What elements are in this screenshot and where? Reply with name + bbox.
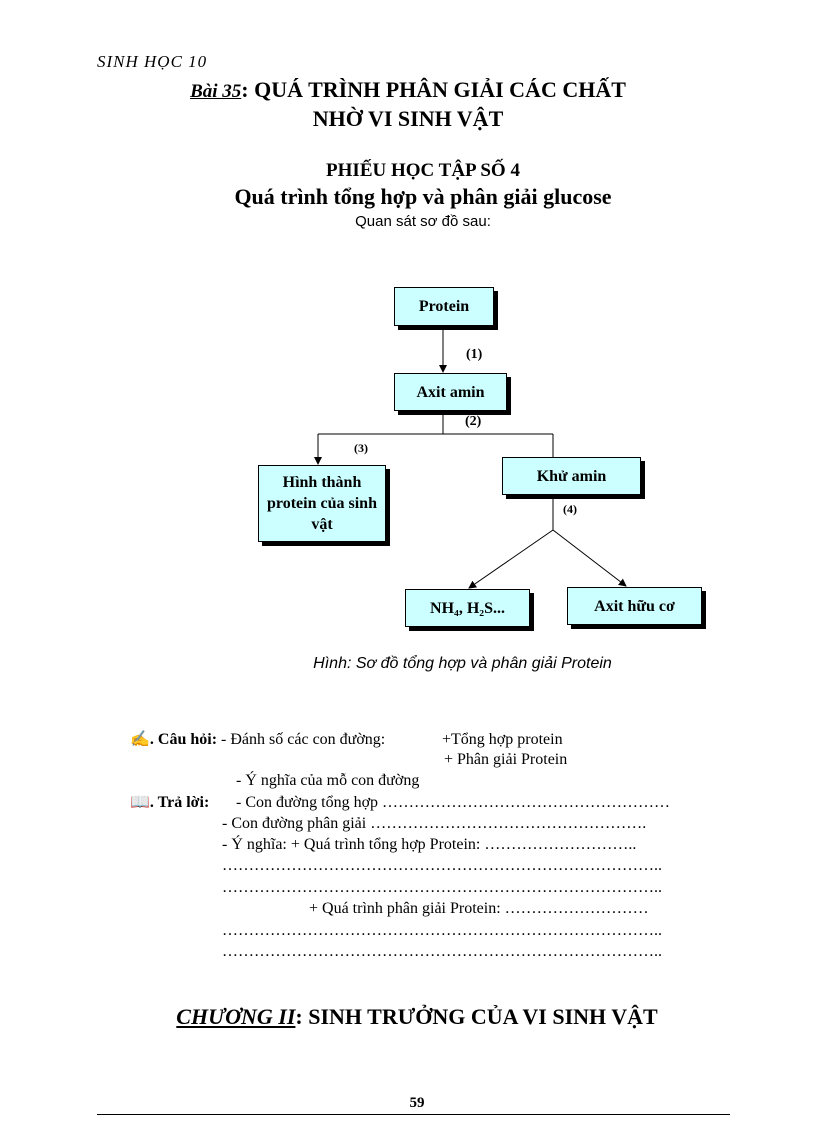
label-1: (1)	[466, 347, 483, 362]
worksheet-instruction: Quan sát sơ đồ sau:	[355, 213, 491, 230]
lesson-title-line2: NHỜ VI SINH VẬT	[312, 106, 504, 131]
worksheet-title: PHIẾU HỌC TẬP SỐ 4	[326, 160, 520, 181]
worksheet-subtitle: Quá trình tổng hợp và phân giải glucose	[234, 184, 612, 209]
pen-icon: ✍	[130, 731, 150, 748]
diagram-caption: Hình: Sơ đồ tổng hợp và phân giải Protein	[313, 655, 612, 672]
lesson-sep: :	[241, 77, 249, 102]
node-hinh-thanh-protein: Hình thành protein của sinh vật	[258, 465, 386, 542]
node-axit-huu-co: Axit hữu cơ	[567, 587, 702, 625]
answer-text-5: ………………………………………………………………………..	[222, 879, 662, 896]
chapter-sep: :	[295, 1004, 303, 1029]
answer-text-8: ………………………………………………………………………..	[222, 943, 662, 960]
answer-label: . Trả lời:	[149, 794, 210, 811]
question-text-2: + Phân giải Protein	[444, 751, 568, 768]
node-protein: Protein	[394, 287, 494, 326]
footer-rule	[97, 1114, 730, 1115]
answer-text-6: + Quá trình phân giải Protein: ………………………	[309, 900, 649, 917]
chapter-title: SINH TRƯỞNG CỦA VI SINH VẬT	[302, 1004, 658, 1029]
answer-text-2: - Con đường phân giải …………………………………………….	[222, 815, 647, 832]
page-number: 59	[409, 1095, 425, 1111]
header-subject: SINH HỌC 10	[97, 52, 208, 71]
node-axit-amin: Axit amin	[394, 373, 507, 411]
question-text-1a: - Đánh số các con đường:	[221, 731, 386, 748]
answer-text-3: - Ý nghĩa: + Quá trình tổng hợp Protein: ………………………..	[222, 836, 637, 853]
chapter-heading	[0, 1004, 816, 1030]
label-4: (4)	[563, 502, 577, 516]
question-line-1	[130, 729, 385, 750]
arrow-to-axit-huu-co	[553, 530, 626, 586]
question-text-1b: +Tổng hợp protein	[442, 731, 563, 748]
answer-line-1	[130, 792, 209, 813]
answer-text-7: ………………………………………………………………………..	[222, 922, 662, 939]
lesson-title-line1: QUÁ TRÌNH PHÂN GIẢI CÁC CHẤT	[248, 77, 626, 102]
chapter-label: CHƯƠNG II	[176, 1004, 296, 1029]
lesson-label: Bài 35	[190, 81, 242, 102]
label-3: (3)	[354, 441, 368, 455]
question-text-3: - Ý nghĩa của mỗ con đường	[236, 772, 420, 789]
answer-text-4: ………………………………………………………………………..	[222, 857, 662, 874]
book-icon: 📖	[130, 794, 150, 811]
arrow-to-nh4	[469, 530, 553, 588]
question-label: . Câu hỏi:	[149, 731, 218, 748]
answer-text-1: - Con đường tổng hợp ………………………………………………	[236, 794, 671, 811]
node-nh4-h2s: NH₄, H₂S...	[405, 589, 530, 627]
node-khu-amin: Khử amin	[502, 457, 641, 495]
label-2: (2)	[465, 414, 482, 429]
